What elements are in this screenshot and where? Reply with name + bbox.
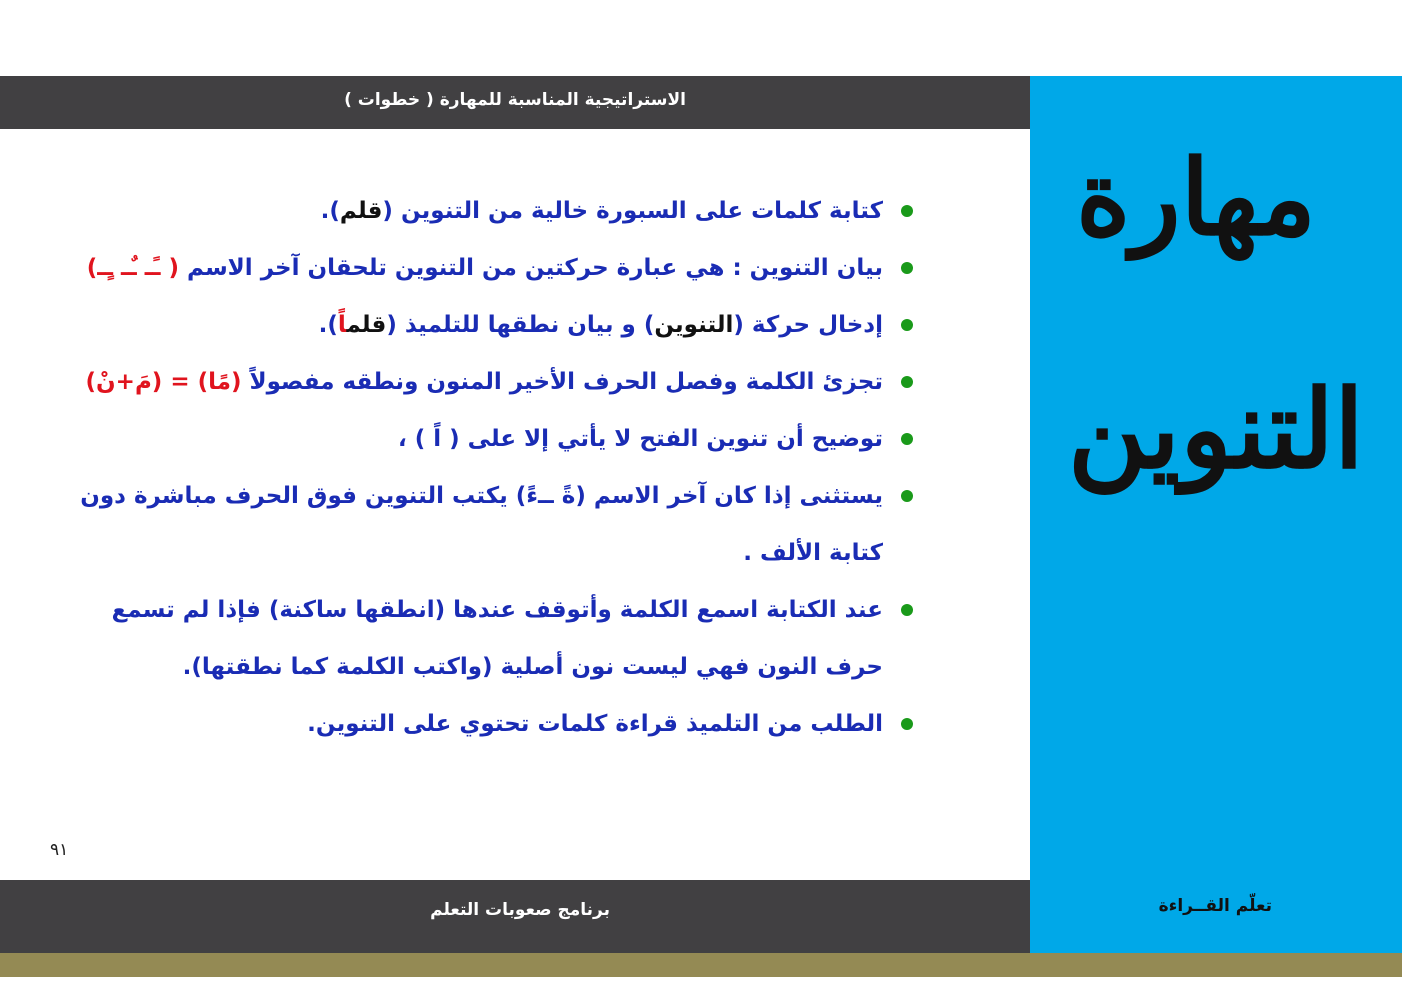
bullet-3-word1: التنوين <box>654 312 734 338</box>
bullet-2-marks: ( ـًـ ـٌـ ـٍـ) <box>86 255 180 281</box>
bullet-item <box>53 297 913 354</box>
header-title: الاستراتيجية المناسبة للمهارة ( خطوات ) <box>344 90 686 110</box>
footer-program-label: برنامج صعوبات التعلم <box>430 900 610 920</box>
bullet-item <box>53 411 913 468</box>
bullet-3-pre: إدخال حركة ( <box>733 312 883 338</box>
bullet-3-end: ). <box>318 312 338 338</box>
strategy-bullet-list <box>53 183 913 753</box>
side-footer-label: تعلّم القــراءة <box>1158 896 1272 916</box>
header-bar <box>0 76 1030 129</box>
bullet-item <box>53 354 913 411</box>
footer-bar <box>0 880 1030 953</box>
bullet-1-end: ). <box>320 198 340 224</box>
bullet-2-text: بيان التنوين : هي عبارة حركتين من التنوين تلحقان آخر الاسم <box>187 255 883 281</box>
page-number: ٩١ <box>50 840 69 860</box>
skill-title-line1: مهارة <box>1075 136 1316 259</box>
bullet-5-text: توضيح أن تنوين الفتح لا يأتي إلا على ( اً ) ، <box>398 426 883 452</box>
bullet-7-text: عند الكتابة اسمع الكلمة وأتوقف عندها (انطقها ساكنة) فإذا لم تسمع حرف النون فهي ليست نون أصلية (واكتب الكلمة كما نطقتها). <box>111 597 883 680</box>
bullet-3-word2-tanween: اً <box>337 312 347 338</box>
bullet-item <box>53 468 913 582</box>
skill-title-line2: التنوين <box>1067 367 1364 493</box>
side-panel <box>1030 76 1402 953</box>
bullet-item <box>53 582 913 696</box>
bullet-1-text: كتابة كلمات على السبورة خالية من التنوين ( <box>382 198 883 224</box>
bullet-item <box>53 240 913 297</box>
bullet-1-word: قلم <box>339 198 383 224</box>
bullet-3-mid: ) و بيان نطقها للتلميذ ( <box>386 312 655 338</box>
bullet-4-text: تجزئ الكلمة وفصل الحرف الأخير المنون ونطقه مفصولاً <box>249 369 883 395</box>
bullet-3-word2: قلم <box>346 312 387 338</box>
bullet-4-example: (مًا) = (مَ+نْ) <box>85 369 242 395</box>
bottom-stripe <box>0 953 1402 977</box>
bullet-8-text: الطلب من التلميذ قراءة كلمات تحتوي على التنوين. <box>307 711 883 737</box>
bullet-item <box>53 696 913 753</box>
bullet-item <box>53 183 913 240</box>
bullet-6-text: يستثنى إذا كان آخر الاسم (ةً ــءً) يكتب التنوين فوق الحرف مباشرة دون كتابة الألف . <box>80 483 883 566</box>
